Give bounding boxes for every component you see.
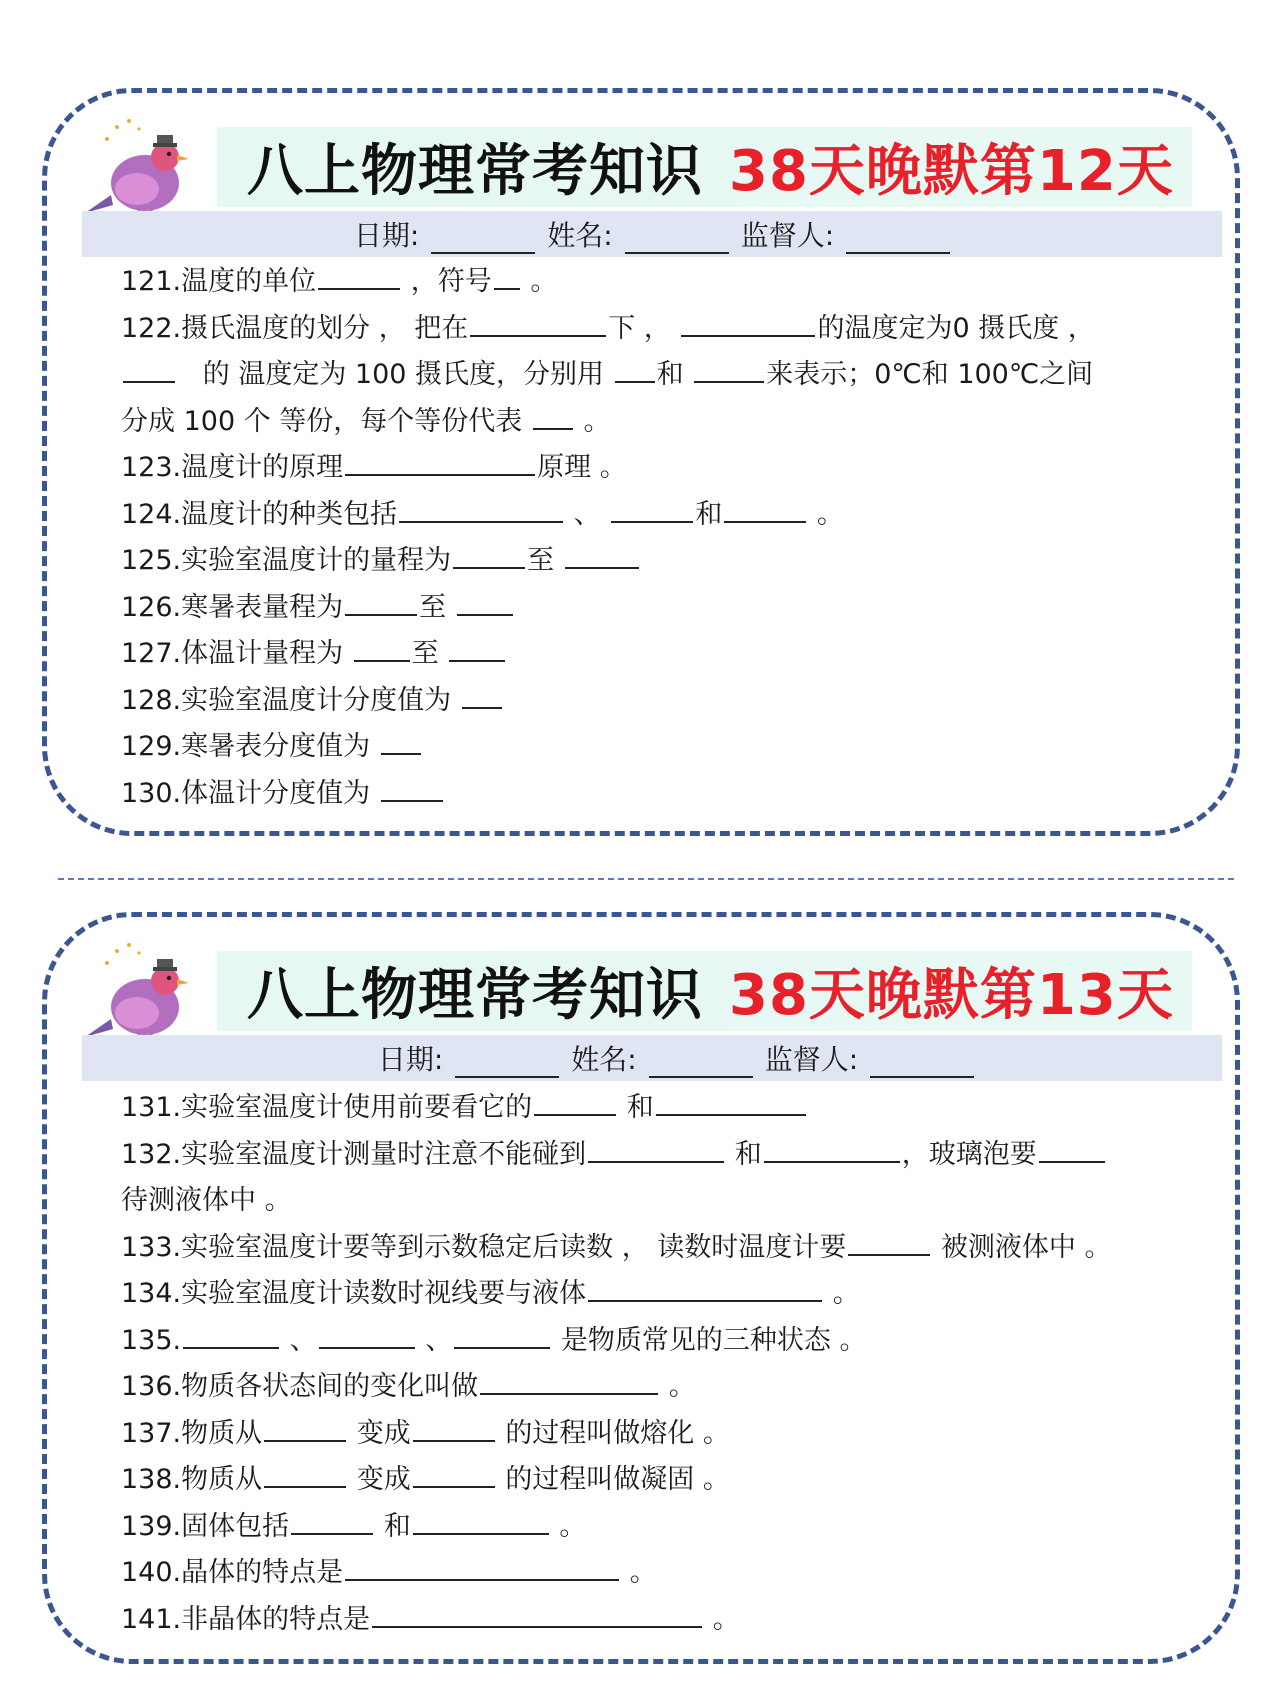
name-blank[interactable] (649, 1050, 753, 1078)
answer-blank[interactable] (611, 497, 693, 523)
answer-blank[interactable] (1039, 1137, 1105, 1163)
question-130 (121, 771, 1221, 818)
question-text: 131.实验室温度计使用前要看它的 (121, 1092, 533, 1123)
question-text: 分成 100 个 等份，每个等份代表 (121, 405, 523, 437)
question-text: 是物质常见的三种状态 。 (560, 1324, 867, 1356)
answer-blank[interactable] (588, 1137, 724, 1163)
question-text: 的 温度定为 100 摄氏度，分别用 (202, 359, 605, 390)
question-text: 140.晶体的特点是 (121, 1557, 344, 1588)
answer-blank[interactable] (345, 1555, 619, 1581)
question-text: 和 (695, 498, 723, 530)
answer-blank[interactable] (345, 450, 535, 476)
answer-blank[interactable] (381, 776, 443, 802)
question-text: ，玻璃泡要 (901, 1138, 1037, 1170)
question-text: 变成 (356, 1464, 411, 1495)
question-122-line3 (121, 399, 1221, 446)
answer-blank[interactable] (534, 1090, 616, 1116)
question-text: 。 (712, 1603, 740, 1635)
answer-blank[interactable] (764, 1137, 900, 1163)
question-text: 。 (629, 1557, 657, 1588)
question-text: 待测液体中 。 (121, 1185, 292, 1216)
title-bar (217, 127, 1192, 207)
answer-blank[interactable] (291, 1509, 373, 1535)
question-126 (121, 585, 1221, 632)
question-text: 134.实验室温度计读数时视线要与液体 (121, 1278, 587, 1309)
answer-blank[interactable] (462, 683, 502, 709)
title-bar (217, 951, 1192, 1031)
page-title: 八上物理常考知识 (247, 139, 703, 204)
question-text: 的过程叫做熔化 。 (505, 1417, 730, 1449)
question-text: 123.温度计的原理 (121, 452, 344, 483)
question-text: 、 (425, 1324, 453, 1356)
question-text: 变成 (356, 1417, 411, 1449)
answer-blank[interactable] (656, 1090, 806, 1116)
question-text: 126.寒暑表量程为 (121, 591, 344, 623)
question-text: 135. (121, 1324, 182, 1356)
question-132 (121, 1132, 1221, 1179)
question-text: 133.实验室温度计要等到示数稳定后读数 ， 读数时温度计要 (121, 1231, 847, 1263)
answer-blank[interactable] (848, 1230, 930, 1256)
question-list (121, 1085, 1221, 1643)
day-subtitle: 38天晚默第12天 (729, 139, 1174, 204)
question-text: 来表示；0℃和 100℃之间 (766, 359, 1094, 390)
answer-blank[interactable] (533, 404, 573, 430)
date-label: 日期: (353, 219, 420, 252)
question-text: 和 (383, 1510, 411, 1542)
question-text: 的温度定为0 摄氏度 ， (817, 312, 1095, 344)
question-138 (121, 1457, 1221, 1504)
name-blank[interactable] (625, 226, 729, 254)
answer-blank[interactable] (183, 1323, 279, 1349)
worksheet-card-day13 (42, 912, 1240, 1664)
question-text: 121.温度的单位 (121, 266, 317, 297)
answer-blank[interactable] (494, 264, 520, 290)
question-text: 、 (289, 1324, 317, 1356)
question-139 (121, 1504, 1221, 1551)
answer-blank[interactable] (565, 543, 639, 569)
question-text: 。 (530, 266, 558, 297)
question-135 (121, 1318, 1221, 1365)
name-label: 姓名: (547, 219, 613, 252)
date-blank[interactable] (431, 226, 535, 254)
answer-blank[interactable] (264, 1416, 346, 1442)
answer-blank[interactable] (694, 357, 764, 383)
question-text: 。 (559, 1510, 587, 1542)
question-text: 和 (734, 1138, 762, 1170)
question-text: 137.物质从 (121, 1417, 263, 1449)
question-text: 和 (656, 359, 684, 390)
answer-blank[interactable] (399, 497, 563, 523)
date-blank[interactable] (455, 1050, 559, 1078)
answer-blank[interactable] (413, 1509, 549, 1535)
question-132-line2 (121, 1178, 1221, 1225)
question-text: 、 (573, 498, 601, 530)
question-text: 122.摄氏温度的划分 ， 把在 (121, 312, 469, 344)
question-text: 138.物质从 (121, 1464, 263, 1495)
answer-blank[interactable] (381, 729, 421, 755)
answer-blank[interactable] (354, 636, 410, 662)
question-text: 127.体温计量程为 (121, 638, 344, 669)
question-133 (121, 1225, 1221, 1272)
question-text: 124.温度计的种类包括 (121, 498, 398, 530)
question-text: 129.寒暑表分度值为 (121, 731, 371, 762)
question-text: 128.实验室温度计分度值为 (121, 684, 452, 716)
supervisor-blank[interactable] (870, 1050, 974, 1078)
question-122-line2 (121, 352, 1221, 399)
question-125 (121, 538, 1221, 585)
answer-blank[interactable] (480, 1369, 658, 1395)
day-subtitle: 38天晚默第13天 (729, 963, 1174, 1028)
name-label: 姓名: (571, 1043, 637, 1076)
answer-blank[interactable] (724, 497, 806, 523)
question-text: 130.体温计分度值为 (121, 777, 371, 809)
question-136 (121, 1364, 1221, 1411)
answer-blank[interactable] (318, 264, 400, 290)
answer-blank[interactable] (264, 1462, 346, 1488)
answer-blank[interactable] (123, 357, 175, 383)
answer-blank[interactable] (345, 590, 417, 616)
question-text: 至 (411, 638, 439, 669)
question-text: 。 (668, 1371, 696, 1402)
question-text: 至 (527, 545, 555, 576)
question-text: 被测液体中 。 (940, 1231, 1112, 1263)
answer-blank[interactable] (449, 636, 505, 662)
answer-blank[interactable] (454, 1323, 550, 1349)
supervisor-blank[interactable] (846, 226, 950, 254)
question-text: 125.实验室温度计的量程为 (121, 545, 452, 576)
info-bar (82, 1035, 1222, 1081)
question-text: 139.固体包括 (121, 1510, 290, 1542)
answer-blank[interactable] (615, 357, 655, 383)
question-122 (121, 306, 1221, 353)
question-137 (121, 1411, 1221, 1458)
question-129 (121, 724, 1221, 771)
answer-blank[interactable] (413, 1462, 495, 1488)
question-text: 的过程叫做凝固 。 (505, 1464, 730, 1495)
worksheet-card-day12 (42, 88, 1240, 836)
question-text: 下 ， (608, 312, 671, 344)
answer-blank[interactable] (372, 1602, 702, 1628)
question-text: 141.非晶体的特点是 (121, 1603, 371, 1635)
answer-blank[interactable] (681, 311, 815, 337)
question-141 (121, 1597, 1221, 1644)
question-list (121, 259, 1221, 817)
question-121 (121, 259, 1221, 306)
question-128 (121, 678, 1221, 725)
date-label: 日期: (377, 1043, 444, 1076)
answer-blank[interactable] (588, 1276, 822, 1302)
answer-blank[interactable] (457, 590, 513, 616)
answer-blank[interactable] (319, 1323, 415, 1349)
question-text: 。 (832, 1278, 860, 1309)
page-title: 八上物理常考知识 (247, 963, 703, 1028)
question-text: 原理 。 (537, 452, 627, 483)
question-134 (121, 1271, 1221, 1318)
section-divider (58, 878, 1234, 880)
supervisor-label: 监督人: (740, 219, 835, 252)
info-bar (82, 211, 1222, 257)
question-text: 至 (419, 591, 447, 623)
question-text: 。 (583, 405, 611, 437)
question-127 (121, 631, 1221, 678)
question-text: 。 (816, 498, 844, 530)
question-131 (121, 1085, 1221, 1132)
answer-blank[interactable] (453, 543, 525, 569)
question-140 (121, 1550, 1221, 1597)
question-text: ，符号 (410, 266, 492, 297)
answer-blank[interactable] (470, 311, 606, 337)
supervisor-label: 监督人: (764, 1043, 859, 1076)
question-text: 和 (626, 1092, 654, 1123)
question-text: 132.实验室温度计测量时注意不能碰到 (121, 1138, 587, 1170)
question-123 (121, 445, 1221, 492)
answer-blank[interactable] (413, 1416, 495, 1442)
question-124 (121, 492, 1221, 539)
question-text: 136.物质各状态间的变化叫做 (121, 1371, 479, 1402)
